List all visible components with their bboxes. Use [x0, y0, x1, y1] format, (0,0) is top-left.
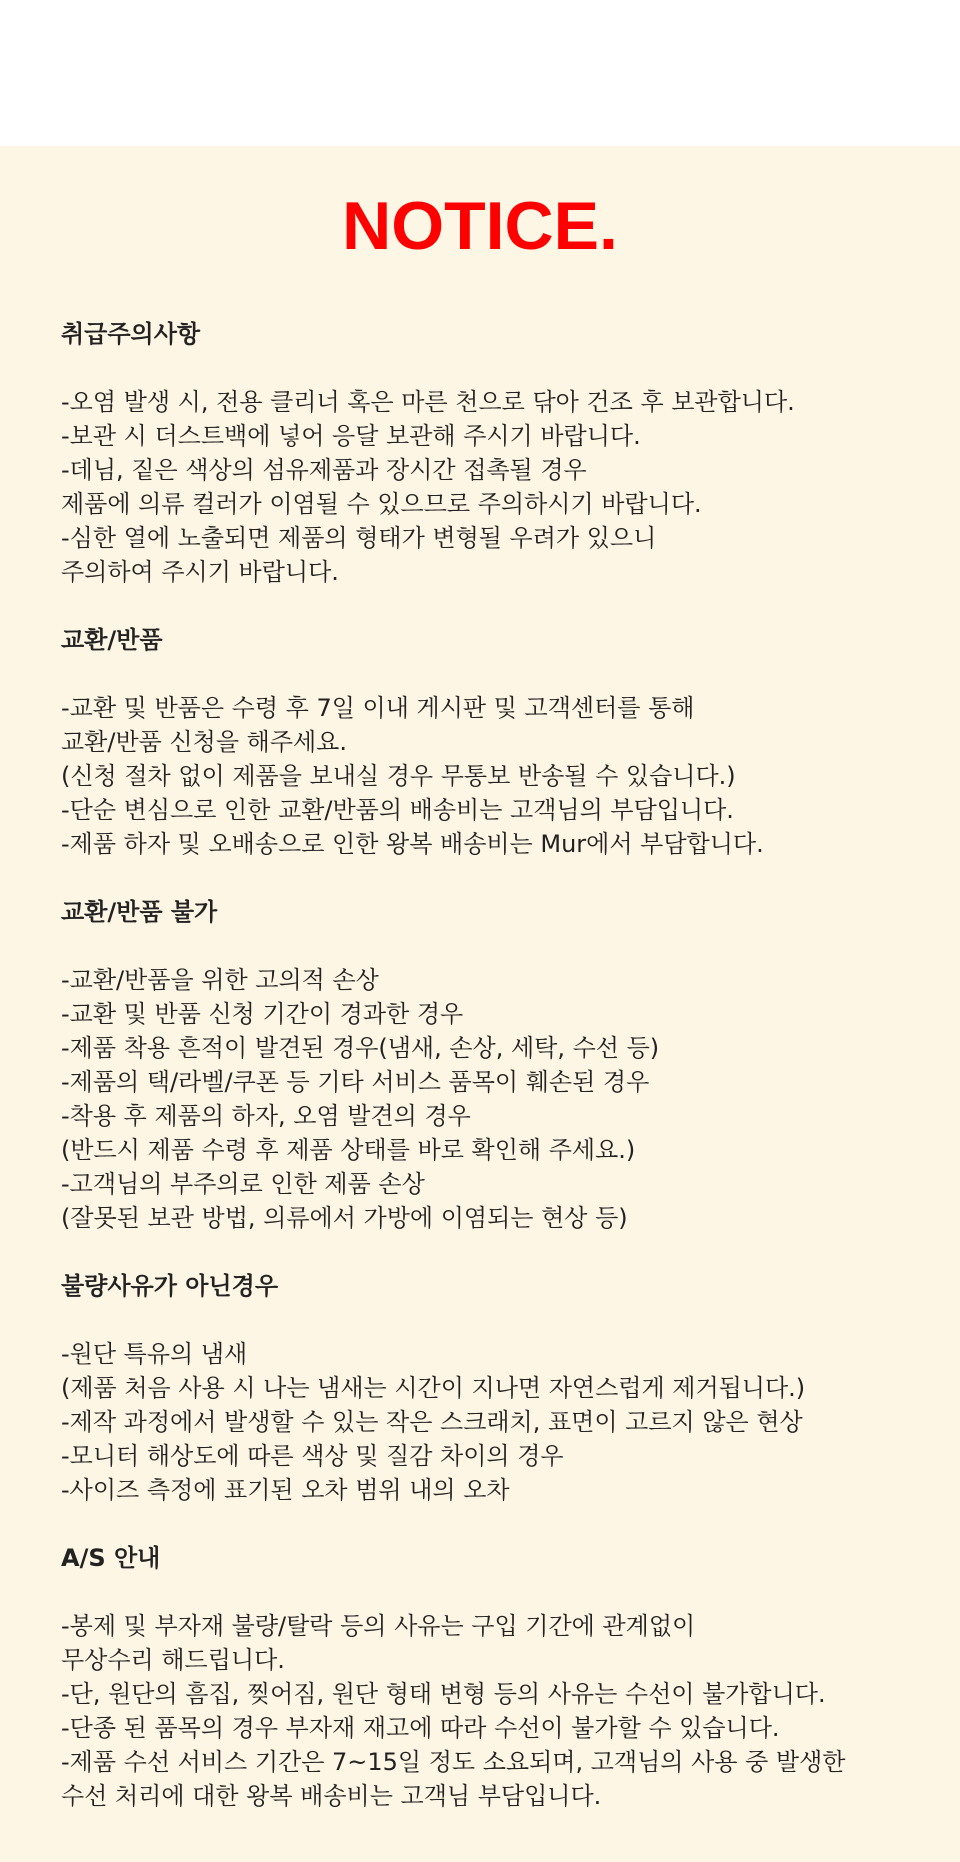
notice-line: -교환 및 반품 신청 기간이 경과한 경우: [61, 1000, 464, 1028]
notice-line: -제품 착용 흔적이 발견된 경우(냄새, 손상, 세탁, 수선 등): [61, 1034, 660, 1062]
notice-line: -오염 발생 시, 전용 클리너 혹은 마른 천으로 닦아 건조 후 보관합니다.: [61, 388, 795, 416]
notice-title: NOTICE.: [342, 188, 618, 264]
notice-line: -봉제 및 부자재 불량/탈락 등의 사유는 구입 기간에 관계없이: [61, 1612, 696, 1640]
section-heading: 취급주의사항: [61, 320, 201, 348]
notice-line: -원단 특유의 냄새: [61, 1340, 248, 1368]
section-exchange-return: [61, 623, 941, 861]
notice-line: -심한 열에 노출되면 제품의 형태가 변형될 우려가 있으니: [61, 524, 657, 552]
notice-line: (신청 절차 없이 제품을 보내실 경우 무통보 반송될 수 있습니다.): [61, 762, 736, 790]
notice-content: [61, 317, 941, 1847]
section-heading: 교환/반품: [61, 626, 163, 654]
notice-line: 제품에 의류 컬러가 이염될 수 있으므로 주의하시기 바랍니다.: [61, 490, 702, 518]
notice-line: -데님, 짙은 색상의 섬유제품과 장시간 접촉될 경우: [61, 456, 587, 484]
section-heading: A/S 안내: [61, 1544, 161, 1572]
notice-line: 무상수리 해드립니다.: [61, 1646, 285, 1674]
notice-line: (잘못된 보관 방법, 의류에서 가방에 이염되는 현상 등): [61, 1204, 628, 1232]
notice-line: -제품 하자 및 오배송으로 인한 왕복 배송비는 Mur에서 부담합니다.: [61, 830, 764, 858]
section-after-service: [61, 1541, 941, 1813]
notice-line: -제품 수선 서비스 기간은 7~15일 정도 소요되며, 고객님의 사용 중 발생한: [61, 1748, 846, 1776]
notice-line: 주의하여 주시기 바랍니다.: [61, 558, 339, 586]
notice-line: -교환 및 반품은 수령 후 7일 이내 게시판 및 고객센터를 통해: [61, 694, 695, 722]
notice-line: -단순 변심으로 인한 교환/반품의 배송비는 고객님의 부담입니다.: [61, 796, 734, 824]
notice-line: (제품 처음 사용 시 나는 냄새는 시간이 지나면 자연스럽게 제거됩니다.): [61, 1374, 806, 1402]
notice-line: -제품의 택/라벨/쿠폰 등 기타 서비스 품목이 훼손된 경우: [61, 1068, 650, 1096]
section-heading: 불량사유가 아닌경우: [61, 1272, 279, 1300]
notice-panel: [0, 146, 960, 1862]
notice-line: (반드시 제품 수령 후 제품 상태를 바로 확인해 주세요.): [61, 1136, 636, 1164]
notice-line: 수선 처리에 대한 왕복 배송비는 고객님 부담입니다.: [61, 1782, 602, 1810]
notice-line: -고객님의 부주의로 인한 제품 손상: [61, 1170, 425, 1198]
section-exchange-return-not-allowed: [61, 895, 941, 1235]
notice-line: -단, 원단의 흠집, 찢어짐, 원단 형태 변형 등의 사유는 수선이 불가합니다.: [61, 1680, 826, 1708]
section-heading: 교환/반품 불가: [61, 898, 218, 926]
notice-line: -착용 후 제품의 하자, 오염 발견의 경우: [61, 1102, 471, 1130]
notice-line: -사이즈 측정에 표기된 오차 범위 내의 오차: [61, 1476, 510, 1504]
section-not-defective: [61, 1269, 941, 1507]
notice-line: -단종 된 품목의 경우 부자재 재고에 따라 수선이 불가할 수 있습니다.: [61, 1714, 780, 1742]
notice-line: -교환/반품을 위한 고의적 손상: [61, 966, 379, 994]
notice-line: -제작 과정에서 발생할 수 있는 작은 스크래치, 표면이 고르지 않은 현상: [61, 1408, 803, 1436]
section-handling-precautions: [61, 317, 941, 589]
notice-line: -모니터 해상도에 따른 색상 및 질감 차이의 경우: [61, 1442, 564, 1470]
top-blank-area: [0, 0, 960, 146]
notice-line: 교환/반품 신청을 해주세요.: [61, 728, 347, 756]
notice-line: -보관 시 더스트백에 넣어 응달 보관해 주시기 바랍니다.: [61, 422, 641, 450]
